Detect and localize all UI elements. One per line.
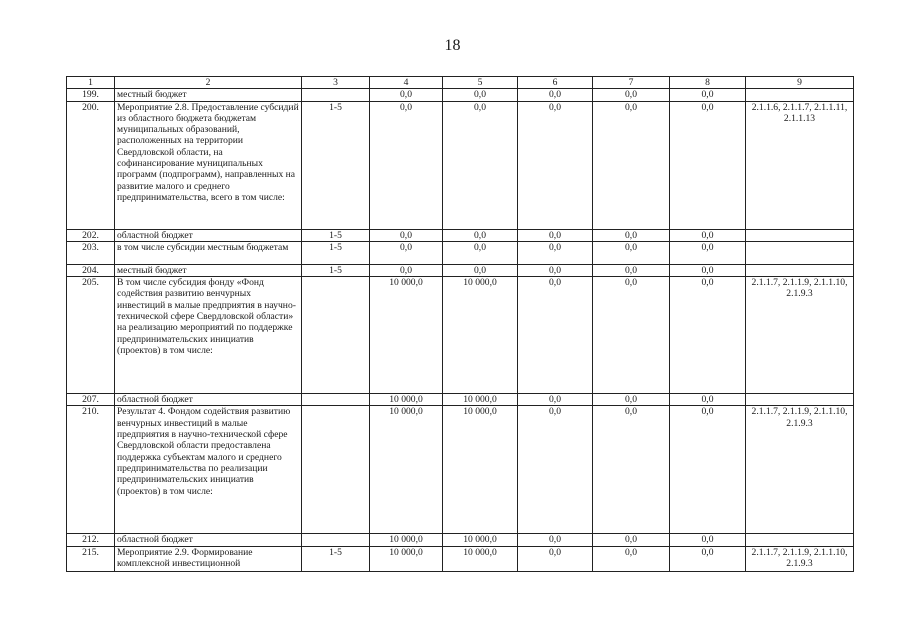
table-row — [67, 534, 854, 546]
row-value-year-4: 0,0 — [670, 89, 746, 101]
page-number: 18 — [444, 37, 461, 54]
row-description: областной бюджет — [115, 229, 302, 241]
row-value-year-4: 0,0 — [670, 406, 746, 534]
row-value-year-2: 0,0 — [518, 229, 593, 241]
row-number: 199. — [67, 89, 115, 101]
row-number: 207. — [67, 394, 115, 406]
row-value-year-3: 0,0 — [593, 534, 670, 546]
column-header: 4 — [370, 77, 443, 89]
row-value-year-3: 0,0 — [593, 277, 670, 394]
row-target-refs — [746, 241, 854, 264]
row-value-total: 10 000,0 — [370, 277, 443, 394]
row-description: Результат 4. Фондом содействия развитию венчурных инвестиций в малые предприятия в научно-технической сфере Свердловской области предоставлена поддержка субъектам малого и среднего предпринимательства по реализации предпринимательских инициатив (проектов) в том числе: — [115, 406, 302, 534]
row-period: 1-5 — [302, 241, 370, 264]
row-description: Мероприятие 2.8. Предоставление субсидий из областного бюджета бюджетам муниципальных образований, расположенных на территории Свердловской области, на софинансирование муниципальных программ (подпрограмм), направленных на развитие малого и среднего предпринимательства, всего в том числе: — [115, 101, 302, 229]
row-value-year-4: 0,0 — [670, 229, 746, 241]
row-description: в том числе субсидии местным бюджетам — [115, 241, 302, 264]
budget-table — [66, 76, 854, 572]
row-value-year-3: 0,0 — [593, 229, 670, 241]
row-value-year-1: 10 000,0 — [443, 546, 518, 571]
row-value-year-1: 0,0 — [443, 264, 518, 276]
row-value-total: 0,0 — [370, 264, 443, 276]
row-value-year-3: 0,0 — [593, 101, 670, 229]
row-value-year-1: 10 000,0 — [443, 394, 518, 406]
row-description: областной бюджет — [115, 534, 302, 546]
row-value-year-3: 0,0 — [593, 89, 670, 101]
row-value-year-1: 10 000,0 — [443, 277, 518, 394]
row-value-total: 0,0 — [370, 229, 443, 241]
column-header: 6 — [518, 77, 593, 89]
row-value-year-4: 0,0 — [670, 394, 746, 406]
row-period — [302, 394, 370, 406]
row-period — [302, 277, 370, 394]
row-value-year-2: 0,0 — [518, 241, 593, 264]
row-value-total: 10 000,0 — [370, 534, 443, 546]
row-value-total: 0,0 — [370, 241, 443, 264]
table-row — [67, 264, 854, 276]
row-description: Мероприятие 2.9. Формирование комплексной инвестиционной — [115, 546, 302, 571]
row-value-year-1: 0,0 — [443, 101, 518, 229]
row-period — [302, 406, 370, 534]
row-value-year-1: 10 000,0 — [443, 406, 518, 534]
row-target-refs — [746, 89, 854, 101]
row-value-year-4: 0,0 — [670, 264, 746, 276]
row-target-refs — [746, 229, 854, 241]
row-value-year-3: 0,0 — [593, 406, 670, 534]
table-row — [67, 277, 854, 394]
row-value-total: 0,0 — [370, 89, 443, 101]
row-period: 1-5 — [302, 264, 370, 276]
row-period — [302, 534, 370, 546]
row-value-year-4: 0,0 — [670, 534, 746, 546]
row-target-refs — [746, 394, 854, 406]
row-value-total: 10 000,0 — [370, 394, 443, 406]
row-value-year-1: 0,0 — [443, 241, 518, 264]
table-row — [67, 241, 854, 264]
row-value-year-3: 0,0 — [593, 264, 670, 276]
row-value-year-1: 0,0 — [443, 229, 518, 241]
row-target-refs — [746, 534, 854, 546]
row-value-year-3: 0,0 — [593, 394, 670, 406]
column-header: 3 — [302, 77, 370, 89]
column-header: 5 — [443, 77, 518, 89]
row-value-year-2: 0,0 — [518, 101, 593, 229]
row-value-year-2: 0,0 — [518, 277, 593, 394]
row-value-total: 10 000,0 — [370, 406, 443, 534]
row-number: 202. — [67, 229, 115, 241]
row-value-year-4: 0,0 — [670, 241, 746, 264]
table-row — [67, 546, 854, 571]
row-number: 210. — [67, 406, 115, 534]
row-description: местный бюджет — [115, 264, 302, 276]
table-row — [67, 406, 854, 534]
row-value-year-2: 0,0 — [518, 534, 593, 546]
column-header: 1 — [67, 77, 115, 89]
table-row — [67, 394, 854, 406]
row-value-year-4: 0,0 — [670, 277, 746, 394]
row-value-year-3: 0,0 — [593, 546, 670, 571]
row-period: 1-5 — [302, 546, 370, 571]
row-number: 204. — [67, 264, 115, 276]
column-header: 7 — [593, 77, 670, 89]
row-period: 1-5 — [302, 229, 370, 241]
row-value-year-1: 0,0 — [443, 89, 518, 101]
table-header-row — [67, 77, 854, 89]
row-value-year-4: 0,0 — [670, 101, 746, 229]
row-value-year-2: 0,0 — [518, 394, 593, 406]
row-value-year-4: 0,0 — [670, 546, 746, 571]
row-value-year-2: 0,0 — [518, 264, 593, 276]
row-description: областной бюджет — [115, 394, 302, 406]
column-header: 2 — [115, 77, 302, 89]
row-target-refs: 2.1.1.7, 2.1.1.9, 2.1.1.10, 2.1.9.3 — [746, 546, 854, 571]
row-period — [302, 89, 370, 101]
table-row — [67, 89, 854, 101]
row-target-refs: 2.1.1.7, 2.1.1.9, 2.1.1.10, 2.1.9.3 — [746, 277, 854, 394]
column-header: 8 — [670, 77, 746, 89]
row-target-refs: 2.1.1.7, 2.1.1.9, 2.1.1.10, 2.1.9.3 — [746, 406, 854, 534]
column-header: 9 — [746, 77, 854, 89]
row-value-year-3: 0,0 — [593, 241, 670, 264]
row-number: 205. — [67, 277, 115, 394]
table-row — [67, 101, 854, 229]
row-description: местный бюджет — [115, 89, 302, 101]
row-description: В том числе субсидия фонду «Фонд содействия развитию венчурных инвестиций в малые предприятия в научно-технической сфере Свердловской области» на реализацию мероприятий по поддержке предпринимательских инициатив (проектов) в том числе: — [115, 277, 302, 394]
row-number: 203. — [67, 241, 115, 264]
row-period: 1-5 — [302, 101, 370, 229]
row-number: 200. — [67, 101, 115, 229]
row-value-total: 0,0 — [370, 101, 443, 229]
row-target-refs — [746, 264, 854, 276]
row-number: 212. — [67, 534, 115, 546]
row-value-year-2: 0,0 — [518, 406, 593, 534]
row-value-year-1: 10 000,0 — [443, 534, 518, 546]
row-number: 215. — [67, 546, 115, 571]
row-target-refs: 2.1.1.6, 2.1.1.7, 2.1.1.11, 2.1.1.13 — [746, 101, 854, 229]
row-value-year-2: 0,0 — [518, 89, 593, 101]
row-value-year-2: 0,0 — [518, 546, 593, 571]
row-value-total: 10 000,0 — [370, 546, 443, 571]
table-row — [67, 229, 854, 241]
